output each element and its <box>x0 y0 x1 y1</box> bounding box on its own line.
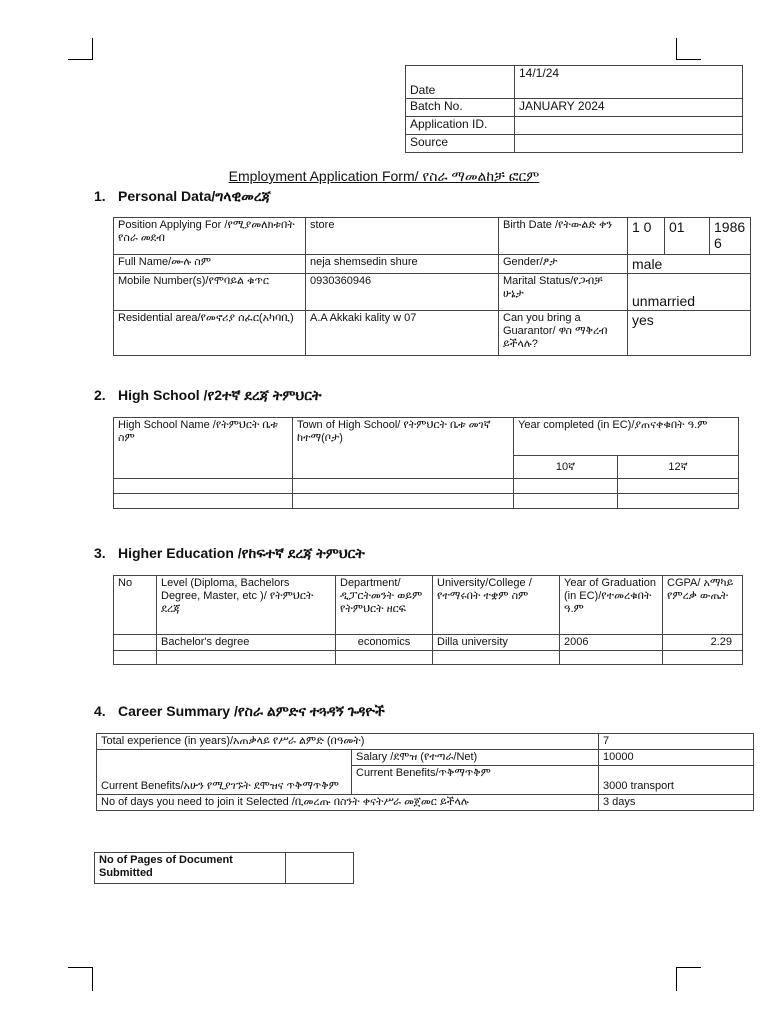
section-number: 3. <box>94 545 106 561</box>
section-number: 4. <box>94 703 106 719</box>
table-row <box>114 494 739 509</box>
hs-10-cell-2[interactable] <box>514 494 618 509</box>
row-cgpa[interactable]: 2.29 <box>663 635 743 651</box>
career-row-salary <box>97 750 754 766</box>
section-number: 2. <box>94 387 106 403</box>
col-no: No <box>114 576 157 635</box>
curr-benefits-label: Current Benefits/ጥቅማጥቅም <box>352 766 599 795</box>
higher-ed-header-row <box>114 576 743 635</box>
higher-education-table <box>113 575 743 665</box>
total-experience-label: Total experience (in years)/አጠቃላይ የሥራ ልምድ (በዓመት) <box>97 734 599 750</box>
birth-year[interactable]: 1986 6 <box>710 218 751 255</box>
col-department: Department/ ዲፓርትመንት ወይም የትምህርት ዘርፍ <box>336 576 433 635</box>
row-university[interactable]: Dilla university <box>433 635 560 651</box>
table-row <box>114 479 739 494</box>
meta-table <box>405 65 743 153</box>
personal-row-position <box>114 218 751 255</box>
crop-mark-top-right-v <box>676 38 677 60</box>
position-label: Position Applying For /የሚያመለክቱበት የስራ መደብ <box>114 218 306 255</box>
hs-name-cell-2[interactable] <box>114 494 293 509</box>
section-higher-ed-heading <box>94 545 365 562</box>
date-label: Date <box>406 66 515 99</box>
residence-label: Residential area/የመኖሪያ ሰፈር(አካባቢ) <box>114 311 306 356</box>
personal-row-residence <box>114 311 751 356</box>
birth-date-label: Birth Date /የትውልድ ቀን <box>499 218 628 255</box>
high-school-header-row <box>114 418 739 456</box>
col-high-school-town: Town of High School/ የትምህርት ቤቱ መገኛ ከተማ(ቦታ) <box>293 418 514 479</box>
crop-mark-bottom-right-v <box>676 967 677 991</box>
hs-town-cell-1[interactable] <box>293 479 514 494</box>
meta-row-batch <box>406 99 743 117</box>
gender-label: Gender/ፆታ <box>499 255 628 274</box>
crop-mark-top-left-h <box>68 59 93 60</box>
mobile-value[interactable]: 0930360946 <box>306 274 499 311</box>
gender-value[interactable]: male <box>628 255 751 274</box>
col-year-completed: Year completed (in EC)/ያጠናቀቁበት ዓ.ም <box>514 418 739 456</box>
hs-town-cell-2[interactable] <box>293 494 514 509</box>
section-title: Higher Education /የከፍተኛ ደረጃ ትምህርት <box>118 545 365 561</box>
birth-day[interactable]: 1 0 <box>628 218 665 255</box>
row2-graduation-year[interactable] <box>560 651 663 665</box>
row2-university[interactable] <box>433 651 560 665</box>
birth-month[interactable]: 01 <box>665 218 710 255</box>
date-value[interactable]: 14/1/24 <box>515 66 743 99</box>
row-no[interactable] <box>114 635 157 651</box>
section-high-school-heading <box>94 387 321 404</box>
section-title: Personal Data/ግላዊመረጃ <box>118 188 271 204</box>
appid-label: Application ID. <box>406 117 515 135</box>
hs-10-cell-1[interactable] <box>514 479 618 494</box>
section-number: 1. <box>94 188 106 204</box>
hs-name-cell-1[interactable] <box>114 479 293 494</box>
meta-row-source <box>406 135 743 153</box>
guarantor-label: Can you bring a Guarantor/ ዋስ ማቅረብ ይችላሉ? <box>499 311 628 356</box>
row-level[interactable]: Bachelor's degree <box>157 635 336 651</box>
source-value[interactable] <box>515 135 743 153</box>
pages-submitted-table <box>94 852 354 884</box>
row2-level[interactable] <box>157 651 336 665</box>
career-summary-table <box>96 733 754 811</box>
pages-value[interactable] <box>286 853 354 884</box>
table-row <box>114 635 743 651</box>
meta-row-appid <box>406 117 743 135</box>
hs-12-cell-2[interactable] <box>618 494 739 509</box>
row2-no[interactable] <box>114 651 157 665</box>
salary-label: Salary /ደሞዝ (የተጣራ/Net) <box>352 750 599 766</box>
pages-label: No of Pages of Document Submitted <box>95 853 286 884</box>
col-high-school-name: High School Name /የትምህርት ቤቱ ስም <box>114 418 293 479</box>
fullname-value[interactable]: neja shemsedin shure <box>306 255 499 274</box>
row-graduation-year[interactable]: 2006 <box>560 635 663 651</box>
col-level: Level (Diploma, Bachelors Degree, Master, etc )/ የትምህርት ደረጃ <box>157 576 336 635</box>
hs-12-cell-1[interactable] <box>618 479 739 494</box>
career-row-days <box>97 795 754 811</box>
col-university: University/College / የተማሩበት ተቋም ስም <box>433 576 560 635</box>
current-benefits-label: Current Benefits/አሁን የሚያገኙት ደሞዝና ጥቅማጥቅም <box>97 750 352 795</box>
section-personal-heading <box>94 188 271 205</box>
position-value[interactable]: store <box>306 218 499 255</box>
residence-value[interactable]: A.A Akkaki kality w 07 <box>306 311 499 356</box>
batch-label: Batch No. <box>406 99 515 117</box>
join-days-value[interactable]: 3 days <box>599 795 754 811</box>
appid-value[interactable] <box>515 117 743 135</box>
col-grade-12: 12ኛ <box>618 456 739 479</box>
form-title: Employment Application Form/ የስራ ማመልከቻ ፎርም <box>228 168 540 184</box>
col-graduation-year: Year of Graduation (in EC)/የተመረቁበት ዓ.ም <box>560 576 663 635</box>
personal-data-table <box>113 217 751 356</box>
table-row <box>114 651 743 665</box>
salary-value[interactable]: 10000 <box>599 750 754 766</box>
guarantor-value[interactable]: yes <box>628 311 751 356</box>
col-grade-10: 10ኛ <box>514 456 618 479</box>
col-cgpa: CGPA/ አማካይ የምረቃ ውጤት <box>663 576 743 635</box>
row2-department[interactable] <box>336 651 433 665</box>
batch-value[interactable]: JANUARY 2024 <box>515 99 743 117</box>
crop-mark-bottom-left-v <box>92 967 93 991</box>
meta-row-date <box>406 66 743 99</box>
section-title: Career Summary /የስራ ልምድና ተጓዳኝ ጉዳዮች <box>118 703 385 719</box>
marital-label: Marital Status/የጋብቻ ሁኔታ <box>499 274 628 311</box>
marital-value[interactable]: unmarried <box>628 274 751 311</box>
source-label: Source <box>406 135 515 153</box>
section-career-heading <box>94 703 385 720</box>
row2-cgpa[interactable] <box>663 651 743 665</box>
career-row-total <box>97 734 754 750</box>
fullname-label: Full Name/ሙሉ ስም <box>114 255 306 274</box>
personal-row-fullname <box>114 255 751 274</box>
total-experience-value[interactable]: 7 <box>599 734 754 750</box>
crop-mark-bottom-left-h <box>68 967 93 968</box>
section-title: High School /የ2ተኛ ደረጃ ትምህርት <box>118 387 322 403</box>
personal-row-mobile <box>114 274 751 311</box>
row-department[interactable]: economics <box>336 635 433 651</box>
mobile-label: Mobile Number(s)/የሞባይል ቁጥር <box>114 274 306 311</box>
crop-mark-top-right-h <box>676 59 701 60</box>
pages-row <box>95 853 354 884</box>
high-school-table <box>113 417 739 509</box>
join-days-label: No of days you need to join it Selected /ቢመረጡ በስንት ቀናትሥራ መጀመር ይችላሉ <box>97 795 599 811</box>
curr-benefits-value[interactable]: 3000 transport <box>599 766 754 795</box>
crop-mark-top-left-v <box>92 38 93 60</box>
crop-mark-bottom-right-h <box>676 967 701 968</box>
